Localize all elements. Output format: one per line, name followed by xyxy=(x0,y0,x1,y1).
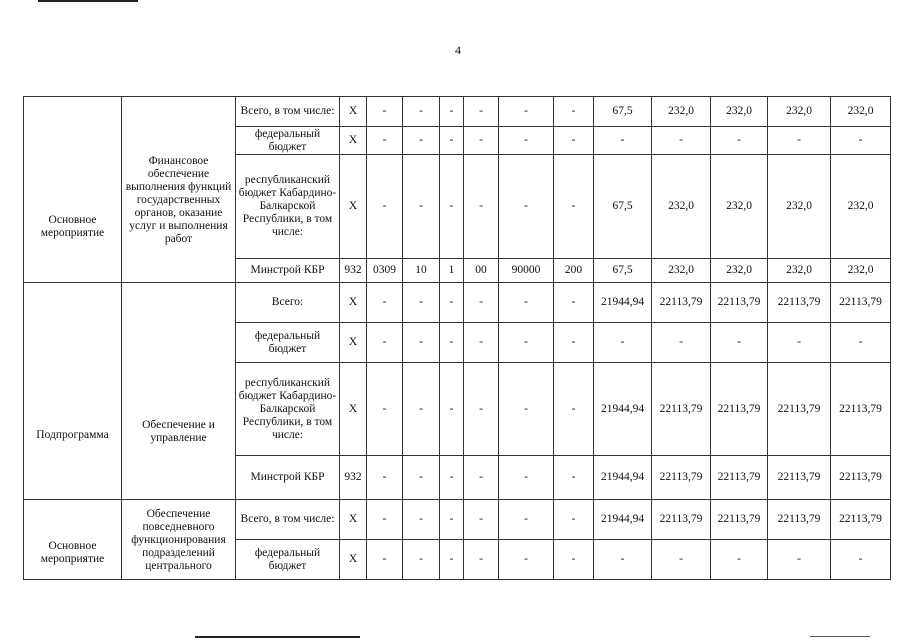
budget-code-cell: 0309 xyxy=(367,259,403,283)
amount-cell: 22113,79 xyxy=(711,500,768,540)
amount-cell: 22113,79 xyxy=(831,283,891,323)
budget-code-cell: - xyxy=(440,500,464,540)
section-type-cell xyxy=(24,97,122,283)
budget-code-cell: - xyxy=(403,97,440,127)
amount-cell: 22113,79 xyxy=(831,456,891,500)
budget-code-cell: - xyxy=(464,500,499,540)
funding-source: федеральный бюджет xyxy=(236,127,340,155)
section-type-cell xyxy=(24,283,122,500)
budget-code-cell: X xyxy=(340,97,367,127)
budget-code-cell: - xyxy=(403,127,440,155)
amount-cell: 232,0 xyxy=(831,155,891,259)
budget-code-cell: X xyxy=(340,155,367,259)
budget-code-cell: - xyxy=(440,155,464,259)
budget-code-cell: - xyxy=(499,456,554,500)
budget-code-cell: - xyxy=(403,283,440,323)
budget-code-cell: - xyxy=(367,127,403,155)
budget-code-cell: - xyxy=(464,155,499,259)
budget-code-cell: - xyxy=(499,363,554,456)
section-type-cell xyxy=(24,500,122,580)
section-type: Подпрограмма xyxy=(36,428,109,441)
amount-cell: 21944,94 xyxy=(594,363,652,456)
budget-code-cell: - xyxy=(464,127,499,155)
budget-code-cell: - xyxy=(499,155,554,259)
budget-code-cell: - xyxy=(367,97,403,127)
amount-cell: 22113,79 xyxy=(652,456,711,500)
budget-code-cell: X xyxy=(340,283,367,323)
page-number: 4 xyxy=(455,43,461,57)
funding-source: республиканский бюджет Кабардино-Балкарской Республики, в том числе: xyxy=(236,363,340,456)
amount-cell: - xyxy=(768,540,831,580)
budget-code-cell: - xyxy=(440,540,464,580)
budget-table xyxy=(23,96,891,580)
budget-code-cell: - xyxy=(440,97,464,127)
budget-code-cell: - xyxy=(440,323,464,363)
budget-code-cell: - xyxy=(403,323,440,363)
budget-code-cell: - xyxy=(554,323,594,363)
budget-code-cell: X xyxy=(340,127,367,155)
budget-code-cell: - xyxy=(499,127,554,155)
amount-cell: - xyxy=(831,323,891,363)
amount-cell: 22113,79 xyxy=(768,283,831,323)
budget-code-cell: - xyxy=(440,127,464,155)
budget-code-cell: 10 xyxy=(403,259,440,283)
budget-code-cell: - xyxy=(403,363,440,456)
budget-code-cell: - xyxy=(554,283,594,323)
amount-cell: 232,0 xyxy=(711,259,768,283)
budget-code-cell: - xyxy=(464,456,499,500)
amount-cell: 67,5 xyxy=(594,97,652,127)
budget-code-cell: X xyxy=(340,323,367,363)
funding-source: Всего: xyxy=(236,283,340,323)
budget-code-cell: - xyxy=(367,323,403,363)
budget-code-cell: - xyxy=(403,540,440,580)
table-body xyxy=(24,97,891,580)
amount-cell: 22113,79 xyxy=(831,363,891,456)
budget-code-cell: - xyxy=(367,540,403,580)
funding-source: федеральный бюджет xyxy=(236,540,340,580)
budget-code-cell: X xyxy=(340,500,367,540)
amount-cell: 232,0 xyxy=(652,259,711,283)
amount-cell: 21944,94 xyxy=(594,456,652,500)
budget-code-cell: - xyxy=(440,283,464,323)
budget-code-cell: - xyxy=(554,363,594,456)
budget-code-cell: - xyxy=(554,127,594,155)
section-name-cell xyxy=(122,97,236,283)
budget-code-cell: - xyxy=(367,155,403,259)
amount-cell: 67,5 xyxy=(594,259,652,283)
amount-cell: 22113,79 xyxy=(711,456,768,500)
funding-source: Всего, в том числе: xyxy=(236,500,340,540)
amount-cell: 21944,94 xyxy=(594,283,652,323)
amount-cell: 232,0 xyxy=(831,259,891,283)
funding-source: республиканский бюджет Кабардино-Балкарской Республики, в том числе: xyxy=(236,155,340,259)
funding-source: Минстрой КБР xyxy=(236,259,340,283)
amount-cell: - xyxy=(831,540,891,580)
section-name: Обеспечение и управление xyxy=(142,419,215,444)
amount-cell: - xyxy=(652,540,711,580)
amount-cell: 22113,79 xyxy=(652,363,711,456)
scan-edge-line xyxy=(38,0,138,2)
budget-code-cell: X xyxy=(340,363,367,456)
amount-cell: 22113,79 xyxy=(652,500,711,540)
section-type: Основное мероприятие xyxy=(40,539,105,565)
scan-edge-line xyxy=(810,636,870,637)
budget-code-cell: 932 xyxy=(340,456,367,500)
budget-code-cell: - xyxy=(403,155,440,259)
amount-cell: 21944,94 xyxy=(594,500,652,540)
table-row xyxy=(24,97,891,127)
budget-code-cell: - xyxy=(499,500,554,540)
amount-cell: 22113,79 xyxy=(768,363,831,456)
amount-cell: - xyxy=(594,127,652,155)
budget-code-cell: 200 xyxy=(554,259,594,283)
amount-cell: 22113,79 xyxy=(768,500,831,540)
amount-cell: 232,0 xyxy=(711,155,768,259)
section-name-cell xyxy=(122,500,236,580)
budget-code-cell: - xyxy=(367,456,403,500)
budget-code-cell: 1 xyxy=(440,259,464,283)
amount-cell: 67,5 xyxy=(594,155,652,259)
amount-cell: 232,0 xyxy=(768,97,831,127)
amount-cell: - xyxy=(594,540,652,580)
amount-cell: - xyxy=(768,127,831,155)
budget-code-cell: - xyxy=(554,500,594,540)
budget-code-cell: - xyxy=(464,97,499,127)
budget-code-cell: - xyxy=(464,283,499,323)
amount-cell: 22113,79 xyxy=(652,283,711,323)
table-row xyxy=(24,283,891,323)
amount-cell: - xyxy=(711,540,768,580)
amount-cell: - xyxy=(711,127,768,155)
amount-cell: - xyxy=(831,127,891,155)
budget-code-cell: 90000 xyxy=(499,259,554,283)
amount-cell: 232,0 xyxy=(831,97,891,127)
budget-code-cell: - xyxy=(403,500,440,540)
budget-code-cell: - xyxy=(499,97,554,127)
budget-code-cell: - xyxy=(367,500,403,540)
amount-cell: - xyxy=(652,127,711,155)
amount-cell: 232,0 xyxy=(652,155,711,259)
table-row xyxy=(24,500,891,540)
section-type: Основное мероприятие xyxy=(40,214,105,239)
budget-code-cell: X xyxy=(340,540,367,580)
budget-code-cell: - xyxy=(499,283,554,323)
budget-code-cell: 932 xyxy=(340,259,367,283)
budget-code-cell: - xyxy=(367,363,403,456)
budget-code-cell: 00 xyxy=(464,259,499,283)
budget-code-cell: - xyxy=(367,283,403,323)
budget-code-cell: - xyxy=(464,540,499,580)
budget-code-cell: - xyxy=(499,540,554,580)
budget-code-cell: - xyxy=(403,456,440,500)
budget-code-cell: - xyxy=(554,97,594,127)
amount-cell: 22113,79 xyxy=(768,456,831,500)
amount-cell: 232,0 xyxy=(711,97,768,127)
budget-code-cell: - xyxy=(554,456,594,500)
amount-cell: 232,0 xyxy=(768,155,831,259)
funding-source: Всего, в том числе: xyxy=(236,97,340,127)
budget-code-cell: - xyxy=(440,363,464,456)
section-name: Финансовое обеспечение выполнения функций государственных органов, оказание услуг и выполнения работ xyxy=(125,155,232,245)
scan-edge-line xyxy=(195,636,360,638)
amount-cell: 22113,79 xyxy=(711,283,768,323)
budget-code-cell: - xyxy=(464,363,499,456)
section-name: Обеспечение повседневного функционирования подразделений центрального xyxy=(131,508,226,572)
budget-code-cell: - xyxy=(440,456,464,500)
amount-cell: 232,0 xyxy=(652,97,711,127)
budget-code-cell: - xyxy=(554,540,594,580)
funding-source: Минстрой КБР xyxy=(236,456,340,500)
amount-cell: - xyxy=(594,323,652,363)
amount-cell: 22113,79 xyxy=(711,363,768,456)
budget-code-cell: - xyxy=(499,323,554,363)
amount-cell: 232,0 xyxy=(768,259,831,283)
amount-cell: - xyxy=(711,323,768,363)
budget-code-cell: - xyxy=(464,323,499,363)
amount-cell: - xyxy=(652,323,711,363)
section-name-cell xyxy=(122,283,236,500)
amount-cell: 22113,79 xyxy=(831,500,891,540)
budget-code-cell: - xyxy=(554,155,594,259)
funding-source: федеральный бюджет xyxy=(236,323,340,363)
amount-cell: - xyxy=(768,323,831,363)
